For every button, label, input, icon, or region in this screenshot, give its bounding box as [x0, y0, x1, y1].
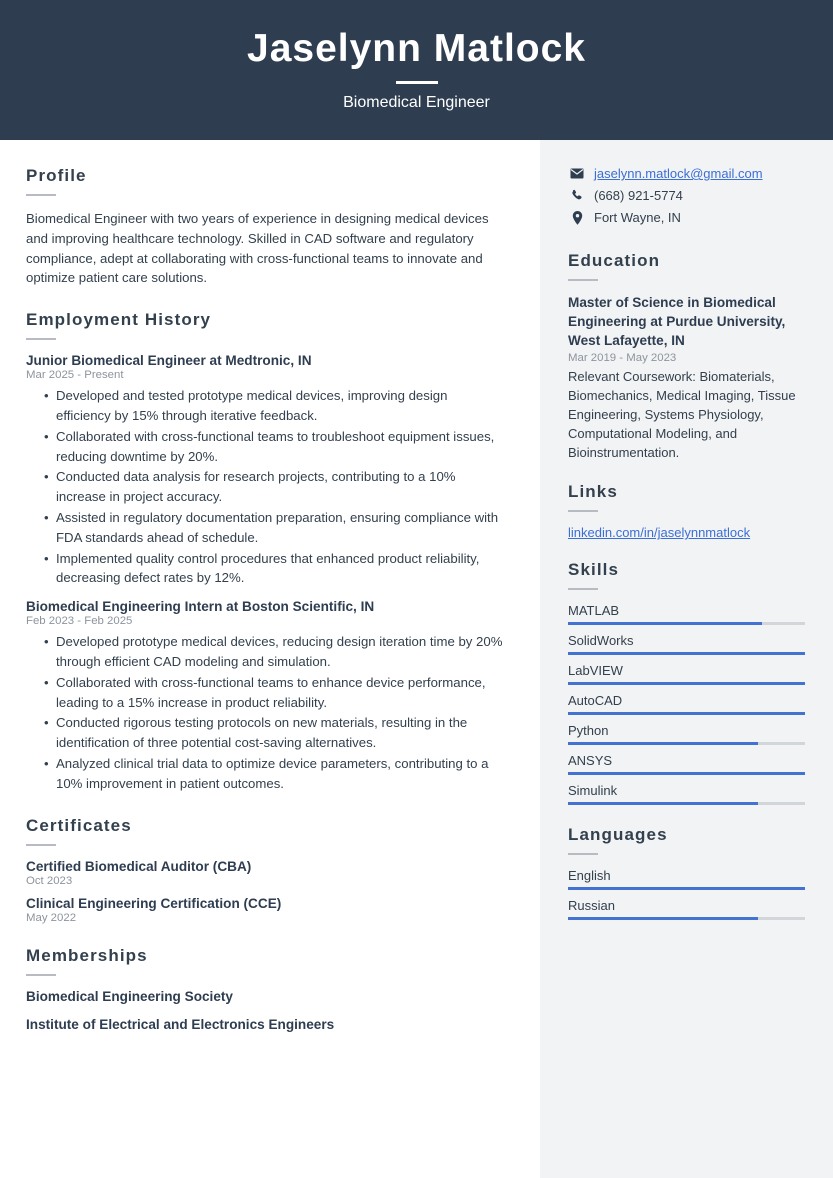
links-heading: Links	[568, 482, 618, 502]
skill-bar-track	[568, 652, 805, 655]
language-label: Russian	[568, 898, 615, 914]
list-item: • Collaborated with cross-functional teams to troubleshoot equipment issues, reducing downtime by 20%.	[44, 427, 504, 467]
job-title: Biomedical Engineering Intern at Boston Scientific, IN	[26, 599, 375, 615]
left-column	[0, 140, 540, 1178]
section-skills	[568, 560, 805, 805]
skill-item	[568, 783, 805, 805]
language-bar-fill	[568, 917, 758, 920]
envelope-icon	[568, 168, 586, 179]
language-item	[568, 898, 805, 920]
skill-item	[568, 633, 805, 655]
section-rule	[568, 279, 598, 281]
education-entry	[568, 294, 805, 462]
resume-header	[0, 0, 833, 140]
skill-bar-track	[568, 772, 805, 775]
certificate-date: May 2022	[26, 911, 77, 924]
email-link[interactable]: jaselynn.matlock@gmail.com	[594, 166, 763, 181]
skill-bar-fill	[568, 712, 805, 715]
skill-item	[568, 753, 805, 775]
skill-bar-fill	[568, 772, 805, 775]
location-pin-icon	[568, 211, 586, 225]
contact-email	[568, 166, 805, 181]
education-title: Master of Science in Biomedical Engineering at Purdue University, West Lafayette, IN	[568, 295, 786, 348]
skill-label: ANSYS	[568, 753, 613, 769]
skill-label: LabVIEW	[568, 663, 623, 679]
section-rule	[26, 844, 56, 846]
header-job-title: Biomedical Engineer	[343, 94, 490, 112]
skill-bar-track	[568, 682, 805, 685]
language-bar-fill	[568, 887, 805, 890]
list-item: • Conducted rigorous testing protocols on new materials, resulting in the identification of three potential cost-saving alternatives.	[44, 713, 504, 753]
resume-body	[0, 140, 833, 1178]
section-rule	[26, 974, 56, 976]
section-rule	[568, 588, 598, 590]
section-rule	[26, 338, 56, 340]
language-bar-track	[568, 917, 805, 920]
skill-bar-fill	[568, 682, 805, 685]
location-value: Fort Wayne, IN	[594, 210, 681, 225]
section-employment-history	[26, 310, 504, 793]
skill-item	[568, 603, 805, 625]
section-links	[568, 482, 805, 540]
education-description: Relevant Coursework: Biomaterials, Biomechanics, Medical Imaging, Tissue Engineering, Systems Physiology, Computational Modeling, and Bioinstrumentation.	[568, 369, 796, 460]
phone-value: (668) 921-5774	[594, 188, 683, 203]
skill-label: SolidWorks	[568, 633, 634, 649]
page-title: Jaselynn Matlock	[247, 26, 586, 70]
skill-bar-track	[568, 622, 805, 625]
list-item: • Developed and tested prototype medical devices, improving design efficiency by 15% through iterative feedback.	[44, 386, 504, 426]
employment-entry	[26, 599, 504, 793]
skill-bar-track	[568, 712, 805, 715]
skills-heading: Skills	[568, 560, 620, 580]
contact-phone	[568, 188, 805, 203]
skill-bar-track	[568, 802, 805, 805]
skill-item	[568, 663, 805, 685]
contact-list	[568, 166, 805, 225]
list-item: • Assisted in regulatory documentation preparation, ensuring compliance with FDA standards ahead of schedule.	[44, 508, 504, 548]
section-certificates	[26, 816, 504, 924]
section-memberships	[26, 946, 504, 1032]
section-education	[568, 251, 805, 462]
certificate-entry	[26, 896, 504, 924]
list-item: • Collaborated with cross-functional teams to enhance device performance, leading to a 15% increase in product reliability.	[44, 673, 504, 713]
job-date: Mar 2025 - Present	[26, 369, 124, 382]
list-item: • Analyzed clinical trial data to optimize device parameters, contributing to a 10% improvement in patient outcomes.	[44, 754, 504, 794]
job-bullets	[26, 632, 504, 793]
certificate-title: Certified Biomedical Auditor (CBA)	[26, 858, 252, 874]
skill-label: MATLAB	[568, 603, 620, 619]
certificates-heading: Certificates	[26, 815, 132, 835]
right-sidebar	[540, 140, 833, 1178]
certificate-title: Clinical Engineering Certification (CCE)	[26, 895, 282, 911]
memberships-heading: Memberships	[26, 945, 148, 965]
skill-bar-fill	[568, 652, 805, 655]
section-rule	[568, 853, 598, 855]
membership-item: Biomedical Engineering Society	[26, 988, 233, 1004]
profile-heading: Profile	[26, 166, 87, 185]
header-divider	[396, 81, 438, 84]
certificate-date: Oct 2023	[26, 874, 73, 887]
language-label: English	[568, 868, 611, 884]
list-item: • Developed prototype medical devices, reducing design iteration time by 20% through efficient CAD modeling and simulation.	[44, 632, 504, 672]
section-rule	[26, 194, 56, 196]
skill-item	[568, 693, 805, 715]
skill-bar-fill	[568, 742, 758, 745]
language-bar-track	[568, 887, 805, 890]
job-date: Feb 2023 - Feb 2025	[26, 615, 133, 628]
skill-bar-fill	[568, 802, 758, 805]
membership-item: Institute of Electrical and Electronics Engineers	[26, 1016, 335, 1032]
employment-entry	[26, 353, 504, 588]
skill-label: Simulink	[568, 783, 618, 799]
language-item	[568, 868, 805, 890]
employment-heading: Employment History	[26, 310, 212, 330]
list-item: • Conducted data analysis for research projects, contributing to a 10% increase in project accuracy.	[44, 467, 504, 507]
section-rule	[568, 510, 598, 512]
section-languages	[568, 825, 805, 920]
phone-icon	[568, 189, 586, 202]
skill-label: Python	[568, 723, 609, 739]
linkedin-link[interactable]: linkedin.com/in/jaselynnmatlock	[568, 525, 751, 541]
job-bullets	[26, 386, 504, 588]
certificate-entry	[26, 859, 504, 887]
profile-text: Biomedical Engineer with two years of experience in designing medical devices and improving healthcare technology. Skilled in CAD software and regulatory compliance, adept at collaborating with cross-functional teams to innovate and optimize patient care solutions.	[26, 211, 489, 286]
skill-item	[568, 723, 805, 745]
skill-bar-track	[568, 742, 805, 745]
list-item: • Implemented quality control procedures that enhanced product reliability, decreasing defect rates by 12%.	[44, 549, 504, 589]
section-profile	[26, 166, 504, 288]
skill-label: AutoCAD	[568, 693, 623, 709]
job-title: Junior Biomedical Engineer at Medtronic, IN	[26, 353, 312, 369]
contact-location	[568, 210, 805, 225]
education-heading: Education	[568, 251, 661, 270]
languages-heading: Languages	[568, 825, 668, 845]
education-date: Mar 2019 - May 2023	[568, 352, 677, 365]
skill-bar-fill	[568, 622, 762, 625]
